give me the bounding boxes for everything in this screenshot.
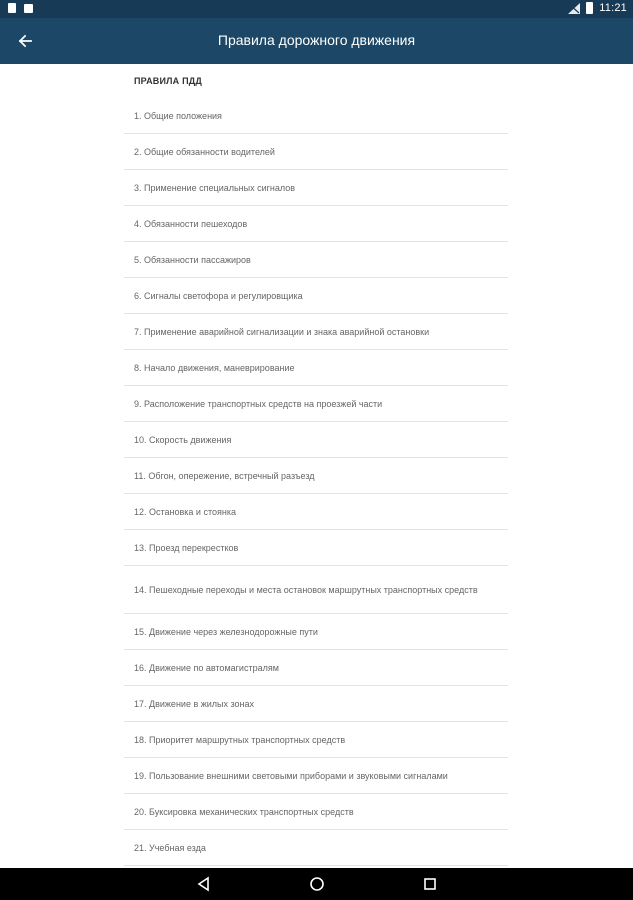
list-item[interactable] [124, 350, 508, 386]
list-item-label: 18. Приоритет маршрутных транспортных средств [134, 734, 346, 745]
navigation-bar [0, 868, 633, 900]
list-item[interactable] [124, 278, 508, 314]
status-time: 11:21 [599, 2, 627, 14]
list-item-label: 9. Расположение транспортных средств на проезжей части [134, 398, 383, 409]
list-item[interactable] [124, 794, 508, 830]
list-item-label: 2. Общие обязанности водителей [134, 146, 275, 157]
nav-recents-icon[interactable] [422, 876, 438, 892]
rules-list-items [124, 98, 508, 866]
list-item-label: 8. Начало движения, маневрирование [134, 362, 295, 373]
list-item-label: 20. Буксировка механических транспортных средств [134, 806, 354, 817]
notification-app-icon [24, 4, 33, 13]
nav-back-icon[interactable] [196, 876, 212, 892]
nav-home-icon[interactable] [309, 876, 325, 892]
list-item-label: 6. Сигналы светофора и регулировщика [134, 290, 303, 301]
status-indicators [568, 2, 627, 14]
list-item-label: 7. Применение аварийной сигнализации и знака аварийной остановки [134, 326, 430, 337]
list-item[interactable] [124, 242, 508, 278]
status-bar [0, 0, 633, 18]
app-bar [0, 18, 633, 64]
list-item[interactable] [124, 494, 508, 530]
list-item-label: 4. Обязанности пешеходов [134, 218, 248, 229]
notification-file-icon [8, 3, 16, 13]
list-item[interactable] [124, 686, 508, 722]
page-title: Правила дорожного движения [217, 32, 416, 48]
list-item[interactable] [124, 314, 508, 350]
list-item-label: 21. Учебная езда [134, 842, 206, 853]
list-item-label: 11. Обгон, опережение, встречный разъезд [134, 470, 315, 481]
list-item[interactable] [124, 530, 508, 566]
list-item[interactable] [124, 170, 508, 206]
list-item-label: 19. Пользование внешними световыми приборами и звуковыми сигналами [134, 770, 448, 781]
list-item[interactable] [124, 722, 508, 758]
battery-icon [586, 2, 593, 14]
list-item[interactable] [124, 134, 508, 170]
list-item-label: 17. Движение в жилых зонах [134, 698, 255, 709]
list-item[interactable] [124, 422, 508, 458]
signal-icon [568, 3, 580, 14]
list-item[interactable] [124, 206, 508, 242]
list-item[interactable] [124, 758, 508, 794]
list-item-label: 12. Остановка и стоянка [134, 506, 236, 517]
list-item[interactable] [124, 458, 508, 494]
list-item-label: 3. Применение специальных сигналов [134, 182, 296, 193]
list-item[interactable] [124, 830, 508, 866]
rules-list[interactable] [124, 64, 508, 868]
list-item[interactable] [124, 614, 508, 650]
list-item-label: 13. Проезд перекрестков [134, 542, 239, 553]
list-item-label: 14. Пешеходные переходы и места остановок маршрутных транспортных средств [134, 584, 478, 595]
list-item-label: 16. Движение по автомагистралям [134, 662, 279, 673]
list-item[interactable] [124, 566, 508, 614]
list-item[interactable] [124, 98, 508, 134]
notification-icons [8, 3, 33, 13]
list-item-label: 1. Общие положения [134, 110, 222, 121]
section-header: ПРАВИЛА ПДД [134, 76, 202, 86]
list-item-label: 10. Скорость движения [134, 434, 232, 445]
list-item[interactable] [124, 650, 508, 686]
list-item[interactable] [124, 386, 508, 422]
list-item-label: 5. Обязанности пассажиров [134, 254, 251, 265]
list-item-label: 15. Движение через железнодорожные пути [134, 626, 318, 637]
